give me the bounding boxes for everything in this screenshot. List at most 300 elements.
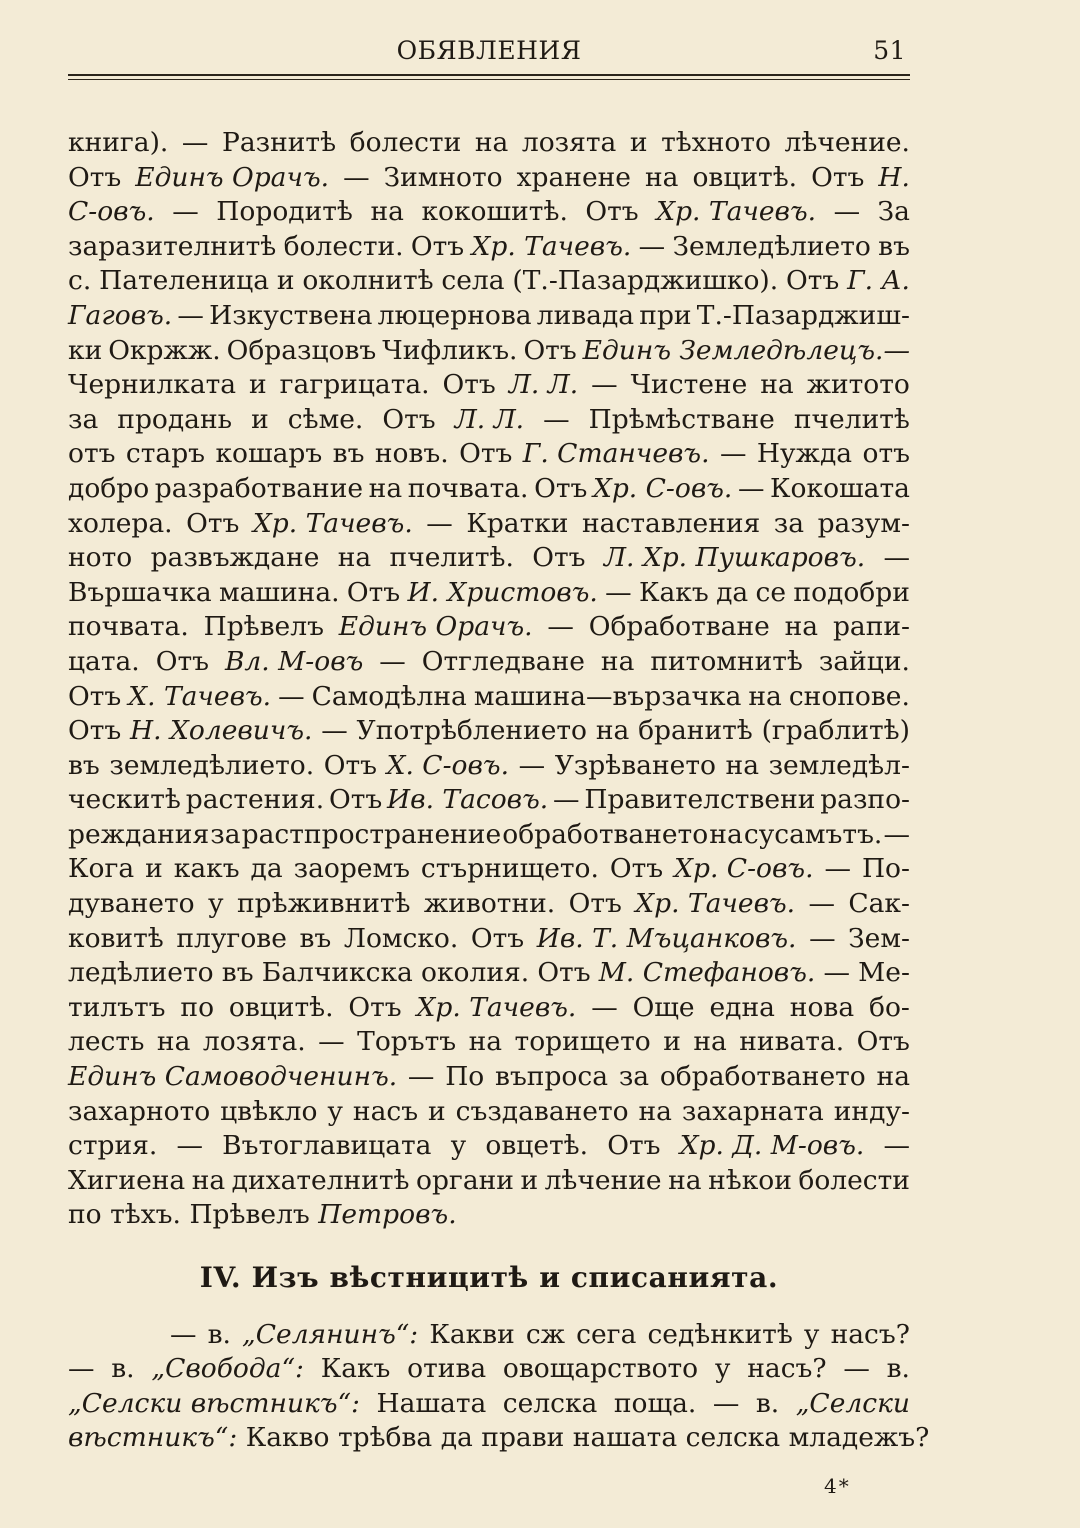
word: Отъ: [68, 161, 122, 193]
word: сж: [525, 1318, 566, 1350]
word: Правителствени: [584, 784, 816, 816]
word: у: [450, 1130, 467, 1162]
word: растпространение: [241, 818, 502, 850]
word: —: [518, 749, 546, 781]
word: в.: [207, 1318, 231, 1350]
word: Обработване: [588, 611, 770, 643]
word: —: [809, 922, 836, 954]
word: стрия.: [68, 1130, 158, 1162]
word: зайци.: [818, 645, 910, 677]
word: стърнището.: [420, 853, 599, 885]
text-line: [68, 299, 910, 334]
word: —: [553, 784, 580, 816]
word: Торътъ: [357, 1026, 457, 1058]
author-name: „Селянинъ“:: [242, 1318, 419, 1350]
author-name: Единъ Орачъ.: [135, 161, 330, 193]
word: люцернова: [377, 299, 532, 331]
word: на: [693, 1026, 727, 1058]
word: на: [645, 161, 679, 193]
word: Самодѣлна: [311, 680, 467, 712]
text-line: [68, 1060, 910, 1095]
word: въ: [221, 957, 254, 989]
word: Отъ: [68, 680, 122, 712]
word: Какво: [245, 1422, 330, 1454]
word: Отъ: [523, 334, 577, 366]
word: Отъ: [609, 853, 664, 885]
author-name: Петровъ.: [318, 1199, 457, 1231]
author-name: Г. А.: [847, 265, 910, 297]
word: цата.: [68, 645, 140, 677]
word: на: [668, 1164, 702, 1196]
word: създаването: [455, 1095, 629, 1127]
word: на: [368, 472, 403, 504]
word: овощарството: [502, 1353, 699, 1385]
word: ческитѣ: [68, 784, 181, 816]
author-name: Хр. Тачевъ.: [252, 507, 413, 539]
word: у: [803, 1318, 820, 1350]
word: на: [370, 196, 404, 228]
word: ки: [68, 334, 103, 366]
word: Зимното: [383, 161, 503, 193]
word: селска: [685, 1422, 781, 1454]
word: старъ: [125, 438, 206, 470]
word: —: [426, 507, 453, 539]
word: у: [207, 888, 224, 920]
word: овцетѣ.: [485, 1130, 589, 1162]
word: Узрѣването: [554, 749, 716, 781]
word: —: [68, 1353, 95, 1385]
word: Ме-: [858, 957, 910, 989]
word: въ: [332, 438, 365, 470]
author-name: „Свобода“:: [151, 1353, 304, 1385]
word: прави: [481, 1422, 565, 1454]
word: на: [156, 1026, 191, 1058]
word: Отъ: [532, 542, 586, 574]
word: питомнитѣ: [650, 645, 803, 677]
word: на: [600, 645, 635, 677]
text-line: [68, 956, 910, 991]
word: за: [68, 403, 99, 435]
author-name: Хр. С-овъ.: [592, 472, 733, 504]
word: машина—вързачка: [473, 680, 742, 712]
word: въпроса: [495, 1061, 609, 1093]
author-name: Хр. Тачевъ.: [471, 230, 632, 262]
word: органи: [416, 1164, 514, 1196]
text-line: [68, 887, 910, 922]
author-name: Л. Л.: [454, 403, 525, 435]
word: обработването: [659, 1061, 866, 1093]
word: Разнитѣ: [222, 127, 337, 158]
word: —: [321, 715, 348, 747]
word: въ: [68, 749, 100, 781]
word: захарното: [68, 1095, 211, 1127]
text-line: [68, 1095, 910, 1130]
text-line: [68, 783, 910, 818]
word: Изкуствена: [209, 299, 373, 331]
word: на: [337, 542, 372, 574]
word: захарната: [681, 1095, 824, 1127]
word: Отъ: [346, 576, 401, 608]
word: по: [180, 991, 215, 1023]
author-name: Единъ Самоводченинъ.: [68, 1061, 398, 1093]
header-rule-thin: [68, 79, 910, 80]
word: Балчикска: [261, 957, 413, 989]
word: инду-: [833, 1095, 910, 1127]
word: Отъ: [811, 161, 865, 193]
word: на: [760, 369, 794, 401]
word: с.: [68, 265, 92, 297]
text-line: [68, 818, 910, 853]
word: да: [250, 853, 283, 885]
text-line: [68, 507, 910, 542]
word: нова: [789, 991, 855, 1023]
word: Нашата: [376, 1387, 487, 1419]
word: въ: [299, 922, 332, 954]
word: Чернилката: [68, 369, 237, 401]
word: Земледѣлието: [672, 230, 871, 262]
word: околнитѣ: [302, 265, 434, 297]
word: новъ.: [374, 438, 449, 470]
word: болести: [349, 127, 462, 158]
word: разработвание: [154, 472, 364, 504]
word: —: [737, 472, 765, 504]
word: при: [639, 299, 692, 331]
text-line: [68, 852, 910, 887]
word: Какъ: [639, 576, 709, 608]
author-name: Хр. Тачевъ.: [416, 991, 577, 1023]
word: села: [441, 265, 505, 297]
word: лѣчение: [544, 1164, 662, 1196]
text-line: [68, 1129, 910, 1164]
word: на: [709, 818, 743, 850]
word: овцитѣ.: [228, 991, 334, 1023]
text-line: [68, 403, 910, 438]
word: —: [883, 818, 910, 850]
word: у: [714, 1353, 731, 1385]
word: гагрицата.: [279, 369, 430, 401]
author-name: Вл. М-овъ: [224, 645, 364, 677]
text-line: [68, 714, 910, 749]
author-name: Г. Станчевъ.: [522, 438, 710, 470]
word: и: [251, 403, 269, 435]
word: Чистене: [630, 369, 748, 401]
word: и: [276, 265, 295, 297]
word: отива: [407, 1353, 487, 1385]
word: книга).: [68, 127, 169, 158]
word: Отъ: [470, 922, 525, 954]
word: Отъ: [585, 196, 639, 228]
word: нивата.: [739, 1026, 845, 1058]
author-name: Х. С-овъ.: [386, 749, 510, 781]
word: —: [808, 888, 835, 920]
word: дихателнитѣ: [231, 1164, 410, 1196]
word: реждания: [68, 818, 210, 850]
text-line: [68, 1352, 910, 1387]
word: (Т.-Пазарджишко).: [512, 265, 779, 297]
text-line: [68, 195, 910, 230]
word: —: [638, 230, 666, 262]
word: —: [170, 1318, 197, 1350]
word: Породитѣ: [216, 196, 353, 228]
word: Сак-: [848, 888, 910, 920]
word: отъ: [68, 438, 116, 470]
word: заоремъ: [293, 853, 410, 885]
word: разум-: [817, 507, 910, 539]
word: трѣбва: [337, 1422, 433, 1454]
word: —: [591, 369, 618, 401]
word: и: [428, 1095, 446, 1127]
author-name: Хр. Тачевъ.: [656, 196, 817, 228]
word: и: [629, 127, 648, 158]
word: машина.: [218, 576, 340, 608]
word: насъ: [352, 1095, 419, 1127]
author-name: Единъ Земледѣлецъ.—: [582, 334, 910, 366]
word: Отъ: [459, 438, 513, 470]
text-line: [68, 610, 910, 645]
word: —: [343, 161, 370, 193]
word: —: [278, 680, 305, 712]
word: Отъ: [856, 1026, 910, 1058]
word: ледѣлието: [68, 957, 214, 989]
word: Чифликъ.: [382, 334, 518, 366]
word: животни.: [423, 888, 556, 920]
author-name: Н. Холевичъ.: [130, 715, 313, 747]
text-line: [68, 749, 910, 784]
word: Отъ: [607, 1130, 661, 1162]
word: обработването: [502, 818, 709, 850]
word: —: [605, 576, 632, 608]
word: Още: [632, 991, 695, 1023]
word: —: [883, 1130, 910, 1162]
author-name: Ив. Тасовъ.: [387, 784, 549, 816]
text-line: [68, 576, 910, 611]
word: Отъ: [568, 888, 622, 920]
word: на: [748, 680, 782, 712]
word: пчелитѣ: [793, 403, 910, 435]
word: насъ?: [830, 1318, 910, 1350]
word: Употрѣблението: [356, 715, 588, 747]
word: почвата.: [68, 611, 189, 643]
author-name: Х. Тачевъ.: [128, 680, 272, 712]
word: бранитѣ: [638, 715, 753, 747]
page: [68, 32, 930, 1456]
word: подобри: [793, 576, 910, 608]
word: Пателеница: [99, 265, 270, 297]
word: продань: [117, 403, 233, 435]
word: насъ?: [747, 1353, 827, 1385]
word: —: [181, 127, 209, 158]
author-name: С-овъ.: [68, 196, 155, 228]
text-line: [68, 472, 910, 507]
word: —: [719, 438, 747, 470]
text-line: [68, 680, 910, 715]
word: Отъ: [410, 230, 465, 262]
word: растения.: [185, 784, 325, 816]
text-line: [68, 645, 910, 680]
word: ливада: [536, 299, 635, 331]
section-heading: IV. Изъ вѣстницитѣ и списанията.: [199, 1261, 779, 1294]
word: болести: [798, 1164, 910, 1196]
word: Какъ: [320, 1353, 391, 1385]
word: да: [716, 576, 749, 608]
word: —: [843, 1353, 870, 1385]
word: цвѣкло: [220, 1095, 318, 1127]
word: Вършачка: [68, 576, 212, 608]
word: околия.: [421, 957, 530, 989]
word: да: [440, 1422, 473, 1454]
word: —: [177, 299, 204, 331]
word: Кога: [68, 853, 135, 885]
word: на: [784, 611, 819, 643]
word: на: [876, 1061, 910, 1093]
word: Отъ: [442, 369, 496, 401]
word: тѣхъ.: [110, 1199, 181, 1231]
word: земледѣл-: [768, 749, 910, 781]
word: Отъ: [786, 265, 840, 297]
word: развъждане: [150, 542, 320, 574]
text-line: [68, 334, 910, 369]
word: въ: [878, 230, 910, 262]
word: пчелитѣ.: [389, 542, 514, 574]
word: ковитѣ: [68, 922, 164, 954]
word: кошаръ: [215, 438, 323, 470]
word: по: [68, 1199, 102, 1231]
word: По-: [861, 853, 910, 885]
text-line: [68, 437, 910, 472]
word: се: [755, 576, 787, 608]
word: снопове.: [788, 680, 910, 712]
page-number: 51: [873, 36, 906, 65]
word: Отгледване: [421, 645, 585, 677]
author-name: Единъ Орачъ.: [338, 611, 533, 643]
word: Прѣмѣстване: [588, 403, 775, 435]
word: Ломско.: [343, 922, 459, 954]
word: Отъ: [537, 957, 591, 989]
word: селска: [502, 1387, 598, 1419]
word: —: [547, 611, 574, 643]
running-head: [68, 32, 910, 72]
word: Зем-: [848, 922, 910, 954]
word: —: [407, 1061, 435, 1093]
word: По: [445, 1061, 485, 1093]
word: лесть: [68, 1026, 145, 1058]
author-name: М. Стефановъ.: [598, 957, 816, 989]
word: плугове: [176, 922, 287, 954]
author-name: Л. Хр. Пушкаровъ.: [603, 542, 866, 574]
word: и: [520, 1164, 539, 1196]
word: в.: [755, 1387, 780, 1419]
text-line: [68, 1318, 910, 1353]
author-name: Л. Л.: [508, 369, 579, 401]
word: у: [327, 1095, 343, 1127]
word: ното: [68, 542, 133, 574]
word: Нужда: [756, 438, 853, 470]
word: сѣме.: [287, 403, 364, 435]
word: хранене: [516, 161, 631, 193]
word: Хигиена: [68, 1164, 186, 1196]
author-name: Ив. Т. Мъцанковъ.: [536, 922, 797, 954]
word: седѣнкитѣ: [647, 1318, 793, 1350]
word: за: [210, 818, 241, 850]
word: болести.: [283, 230, 404, 262]
word: Окржж.: [108, 334, 221, 366]
word: —: [833, 196, 861, 228]
text-line: [68, 161, 910, 196]
word: заразителнитѣ: [68, 230, 277, 262]
paragraph-agricultural-articles: [68, 126, 910, 1233]
word: и: [249, 369, 267, 401]
word: лѣчение.: [784, 127, 910, 158]
author-name: Хр. С-овъ.: [674, 853, 814, 885]
word: на: [191, 1164, 226, 1196]
text-line: [68, 1421, 930, 1456]
page-title: ОБЯВЛЕНИЯ: [396, 36, 582, 65]
word: и: [145, 853, 163, 885]
author-name: „Селски вѣстникъ“:: [68, 1387, 360, 1419]
text-line: [68, 230, 910, 265]
author-name: вѣстникъ“:: [68, 1422, 238, 1454]
word: Отъ: [68, 715, 122, 747]
word: Отъ: [186, 507, 240, 539]
author-name: Хр. Д. М-овъ.: [679, 1130, 865, 1162]
word: —: [318, 1026, 345, 1058]
word: —: [823, 957, 850, 989]
word: в.: [886, 1353, 910, 1385]
word: нашата: [572, 1422, 678, 1454]
word: —: [883, 542, 910, 574]
word: Какви: [429, 1318, 515, 1350]
word: прѣживнитѣ: [236, 888, 411, 920]
word: Вътоглавицата: [222, 1130, 432, 1162]
word: на: [474, 127, 509, 158]
text-line: [68, 541, 910, 576]
author-name: Гаговъ.: [68, 299, 173, 331]
word: (граблитѣ): [761, 715, 910, 747]
paragraph-newspapers: [68, 1318, 930, 1456]
word: тѣхното: [661, 127, 771, 158]
word: дуването: [68, 888, 195, 920]
text-line: [68, 126, 910, 161]
word: разпо-: [820, 784, 910, 816]
word: за: [773, 507, 805, 539]
word: почвата.: [407, 472, 529, 504]
word: лозята.: [202, 1026, 306, 1058]
word: овцитѣ.: [692, 161, 798, 193]
word: нѣкои: [708, 1164, 792, 1196]
text-line: [68, 922, 910, 957]
text-line: [68, 991, 910, 1026]
word: отъ: [862, 438, 910, 470]
word: житото: [806, 369, 910, 401]
signature-mark: 4*: [824, 1474, 851, 1498]
word: в.: [111, 1353, 135, 1385]
word: тилътъ: [68, 991, 166, 1023]
word: —: [824, 853, 851, 885]
word: —: [591, 991, 618, 1023]
word: Отъ: [348, 991, 402, 1023]
text-line: [68, 368, 910, 403]
text-line: [68, 1025, 910, 1060]
word: Отъ: [382, 403, 436, 435]
text-line: [68, 1387, 910, 1422]
word: кокошитѣ.: [421, 196, 568, 228]
text-line: [68, 1164, 910, 1199]
word: —: [543, 403, 570, 435]
word: Отъ: [328, 784, 383, 816]
word: на: [595, 715, 630, 747]
word: Прѣвелъ: [189, 1199, 310, 1231]
word: торището: [514, 1026, 651, 1058]
